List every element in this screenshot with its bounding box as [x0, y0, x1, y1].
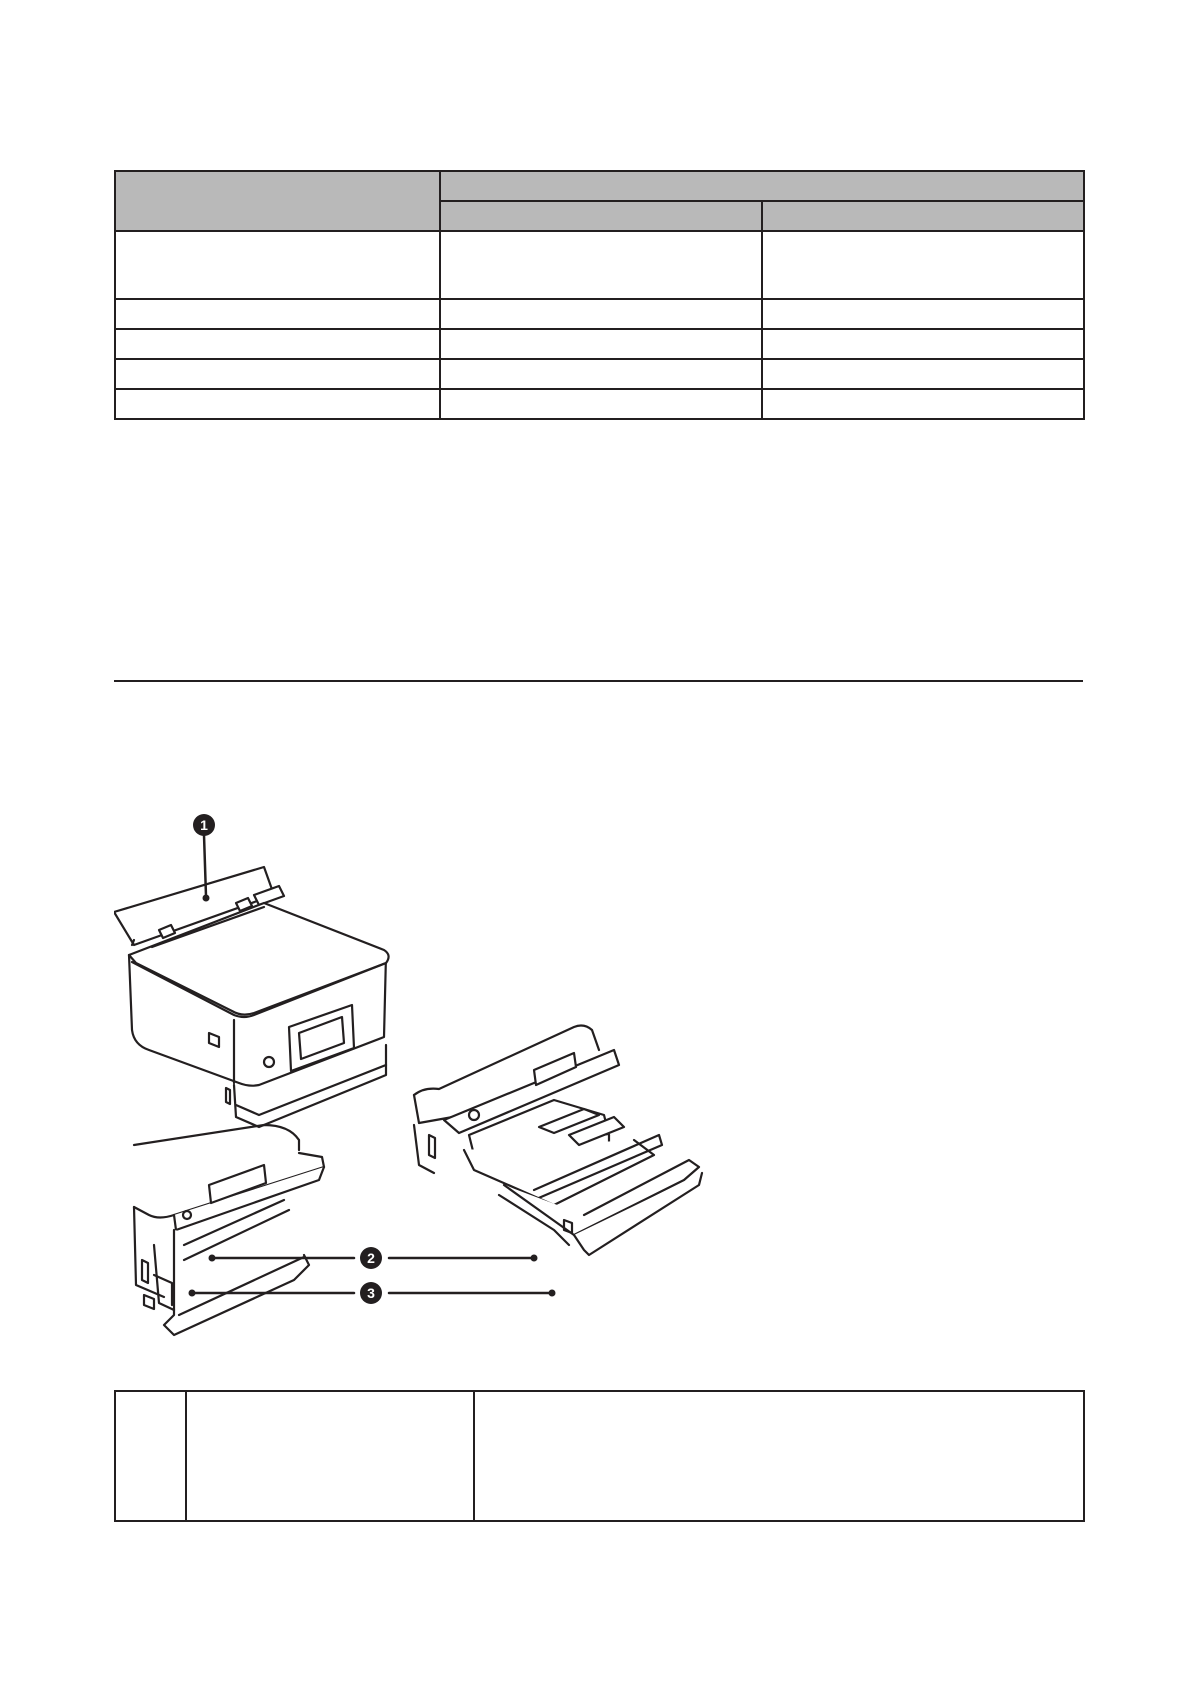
legend-description-cell: [474, 1391, 1084, 1521]
callout-2: [360, 1247, 382, 1269]
table-cell: [115, 389, 440, 419]
legend-number-cell: [115, 1391, 186, 1521]
table-row: [115, 329, 1084, 359]
legend-name-cell: [186, 1391, 474, 1521]
subheader-cell: [762, 201, 1084, 231]
table-cell: [440, 299, 762, 329]
table-row: [115, 299, 1084, 329]
spec-table: [114, 170, 1085, 420]
table-cell: [762, 329, 1084, 359]
table-header-row: [115, 171, 1084, 201]
header-cell: [115, 171, 440, 231]
table-cell: [440, 389, 762, 419]
printer-illustration: [114, 805, 774, 1365]
callout-3: [360, 1282, 382, 1304]
subheader-cell: [440, 201, 762, 231]
callout-2-label: 2: [367, 1250, 375, 1266]
table-row: [115, 231, 1084, 299]
table-cell: [440, 329, 762, 359]
printer-top-view: [114, 867, 389, 1127]
table-cell: [115, 231, 440, 299]
legend-row: [115, 1391, 1084, 1521]
callout-1-label: 1: [200, 817, 208, 833]
table-cell: [762, 359, 1084, 389]
callout-3-label: 3: [367, 1285, 375, 1301]
header-group-cell: [440, 171, 1084, 201]
table-cell: [440, 359, 762, 389]
callout-1: [193, 814, 215, 836]
legend-table: [114, 1390, 1085, 1522]
section-divider: [114, 680, 1083, 682]
table-cell: [762, 299, 1084, 329]
printer-cassette-left: [134, 1125, 324, 1335]
table-cell: [115, 299, 440, 329]
table-row: [115, 389, 1084, 419]
table-cell: [762, 231, 1084, 299]
table-cell: [115, 359, 440, 389]
table-cell: [115, 329, 440, 359]
printer-cassette-right: [414, 1026, 702, 1255]
table-cell: [440, 231, 762, 299]
table-cell: [762, 389, 1084, 419]
table-row: [115, 359, 1084, 389]
